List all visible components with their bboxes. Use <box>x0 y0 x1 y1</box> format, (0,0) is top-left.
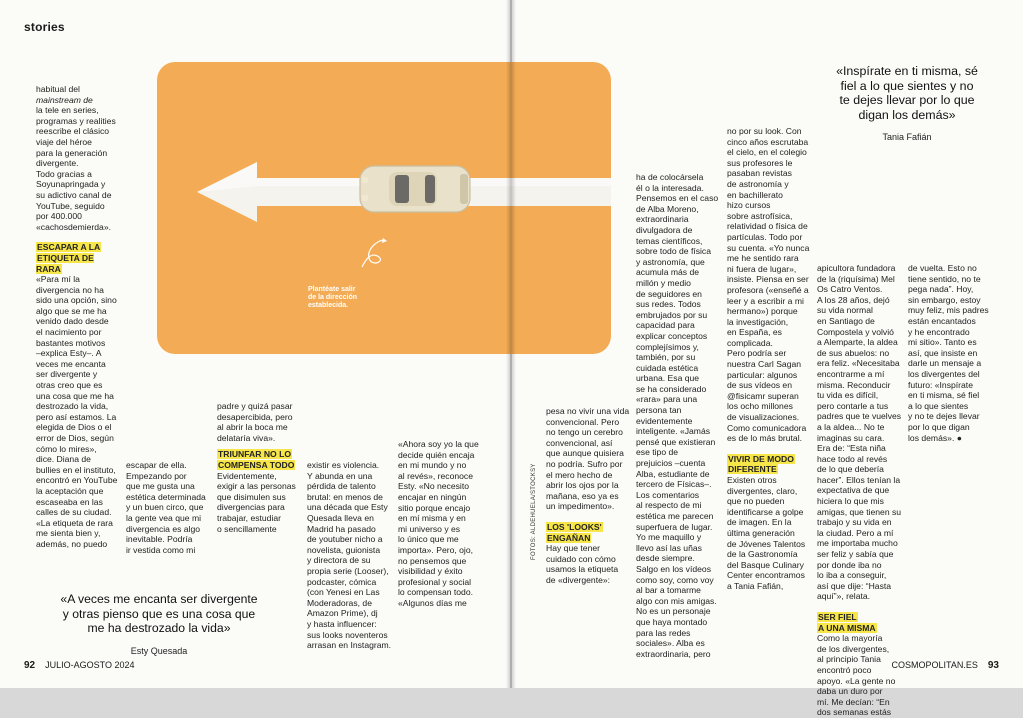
site-name: COSMOPOLITAN.ES <box>891 660 978 670</box>
column-9: apicultora fundadora de la (riquísima) Mel Os Catro Ventos. A los 28 años, dejó su vida normal en Santiago de Compostela y volvió a Alemparte, la aldea de sus abuelos: no era feliz. «Necesitaba encontrarme a mí misma. Reconducir tu vida es difícil, pero contarle a tus padres que te vuelves a la aldea... No te imaginas su cara. Era de: “Esta niña hace todo al revés de lo que debería hacer”. Ellos tenían la expectativa de que hiciera lo que mis amigas, que tienen su trabajo y su vida en la ciudad. Pero a mí me importaba mucho ser feliz y sabía que por donde iba no lo iba a conseguir, así que dije: “Hasta aquí”», relata. SER FIEL A UNA MISMA Como la mayoría de los divergentes, al principio Tania encontró poco apoyo. «La gente no daba un duro por mí. Me decían: “En dos semanas estás <box>817 263 907 718</box>
arrow-road-illustration <box>157 62 611 354</box>
column-4: existir es violencia. Y abunda en una pérdida de talento brutal: en menos de una década que Esty Quesada lleva en Madrid ha pasado de youtuber nicho a novelista, guionista y directora de su propia serie (Looser), podcaster, cómica (con Yenesi en Las Moderadoras, de Amazon Prime), dj y hasta influencer: sus looks noventeros arrasan en Instagram. <box>307 460 392 651</box>
column-2: escapar de ella. Empezando por que me gusta una estética determinada y un buen circo, que la gente vea que mi divergencia es algo inevitable. Podría ir vestida como mi <box>126 460 206 555</box>
subhead-triunfar: TRIUNFAR NO LO COMPENSA TODO <box>218 449 295 470</box>
subhead-looks: LOS 'LOOKS' ENGAÑAN <box>547 521 602 543</box>
page-number-right: 93 <box>987 660 999 671</box>
subhead-escapar: ESCAPAR A LA ETIQUETA DE RARA <box>36 242 101 274</box>
column-1 <box>36 84 120 550</box>
pull-quote-right: «Inspírate en ti misma, sé fiel a lo que sientes y no te dejes llevar por lo que digan los demás» Tania Fafián <box>812 64 1002 145</box>
column-10: de vuelta. Esto no tiene sentido, no te pega nada”. Hoy, sin embargo, estoy muy feliz, mis padres están encantados y he encontrado mi sitio». Tanto es así, que insiste en darle un mensaje a los divergentes del futuro: «Inspírate en ti misma, sé fiel a lo que sientes y no te dejes llevar por lo que digan los demás». ● <box>908 263 989 443</box>
car-icon <box>360 166 470 212</box>
road-arrow-photo <box>157 62 611 354</box>
column-1-text-2: «Para mí la divergencia no ha sido una opción, sino algo que se me ha venido dado desde el nacimiento por bastantes motivos –explica Esty–. A veces me encanta ser divergente y otras creo que es una cosa que me ha destrozado la vida, pero así estamos. La elegida de Dios o el error de Dios, según cómo lo mires», dice. Diana de bullies en el instituto, encontró en YouTube la aceptación que escaseaba en las calles de su ciudad. «La etiqueta de rara me sienta bien y, además, no puedo <box>36 274 118 549</box>
section-label: stories <box>24 20 65 34</box>
subhead-vivir: VIVIR DE MODO DIFERENTE <box>728 453 794 475</box>
left-folio <box>24 660 135 671</box>
photo-caption: Plantéate salir de la dirección establecida. <box>308 286 358 309</box>
pull-quote-left: «A veces me encanta ser divergente y otras pienso que es una cosa que me ha destrozado la vida» Esty Quesada <box>44 592 274 658</box>
pull-quote-left-author: Esty Quesada <box>130 645 188 656</box>
issue-date: JULIO-AGOSTO 2024 <box>45 660 135 670</box>
page-number-left: 92 <box>24 660 36 671</box>
column-8: no por su look. Con cinco años escrutaba el cielo, en el colegio sus profesores le pasaban revistas de astronomía y en bachillerato hizo cursos sobre astrofísica, relatividad o física de partículas. Todo por su cuenta. «Yo nunca me he sentido rara ni fuera de lugar», insiste. Piensa en ser profesora («enseñé a leer y a escribir a mi hermano») porque la investigación, en España, es complicada. Pero podría ser nuestra Carl Sagan particular: algunos de sus vídeos en @fisicamr superan los ocho millones de visualizaciones. Como comunicadora es de lo más brutal. VIVIR DE MODO DIFERENTE Existen otros divergentes, claro, que no pueden identificarse a golpe de imagen. En la última generación de Jóvenes Talentos de la Gastronomía del Basque Culinary Center encontramos a Tania Fafián, <box>727 126 817 592</box>
column-7: ha de colocársela él o la interesada. Pensemos en el caso de Alba Moreno, extraordinaria divulgadora de temas científicos, sobre todo de física y astronomía, que acumula más de millón y medio de seguidores en sus redes. Todos embrujados por su capacidad para explicar conceptos complejísimos y, también, por su cuidada estética urbana. Esa que se ha considerado «rara» para una persona tan evidentemente inteligente. «Jamás pensé que existieran ese tipo de prejuicios –cuenta Alba, estudiante de tercero de Físicas–. Los comentarios al respecto de mi estética me parecen superfuera de lugar. Yo me maquillo y llevo así las uñas desde siempre. Salgo en los vídeos como soy, como voy al bar a tomarme algo con mis amigas. No es un personaje que haya montado para las redes sociales». Alba es extraordinaria, pero <box>636 172 719 659</box>
pull-quote-right-author: Tania Fafián <box>882 132 932 143</box>
subhead-ser-fiel: SER FIEL A UNA MISMA <box>818 612 876 633</box>
column-3: padre y quizá pasar desapercibida, pero al abrir la boca me delataría viva». TRIUNFAR NO LO COMPENSA TODO Evidentemente, exigir a las personas que disimulen sus divergencias para trabajar, estudiar o sencillamente <box>217 401 303 534</box>
column-6: pesa no vivir una vida convencional. Pero no tengo un cerebro convencional, así que aunque quisiera no podría. Sufro por el mero hecho de abrir los ojos por la mañana, eso ya es un impedimento». LOS 'LOOKS' ENGAÑAN Hay que tener cuidado con cómo usamos la etiqueta de «divergente»: <box>546 406 632 586</box>
right-folio <box>892 660 999 671</box>
spine-gutter <box>506 0 516 688</box>
column-5: «Ahora soy yo la que decide quién encaja en mi mundo y no al revés», reconoce Esty. «No necesito encajar en ningún sitio porque encajo en mí misma y en mi universo y es lo único que me importa». Pero, ojo, no pensemos que visibilidad y éxito profesional y social lo compensan todo. «Algunos días me <box>398 439 479 608</box>
photo-credit: FOTOS: ALDEHUELA/STOCKSY <box>531 463 537 560</box>
column-1-text: habitual del mainstream de la tele en series, programas y realities reescribe el clásico viaje del héroe para la generación divergente. Todo gracias a Soyunapringada y su adictivo canal de YouTube, seguido por 400.000 «cachosdemierda». <box>36 84 116 232</box>
